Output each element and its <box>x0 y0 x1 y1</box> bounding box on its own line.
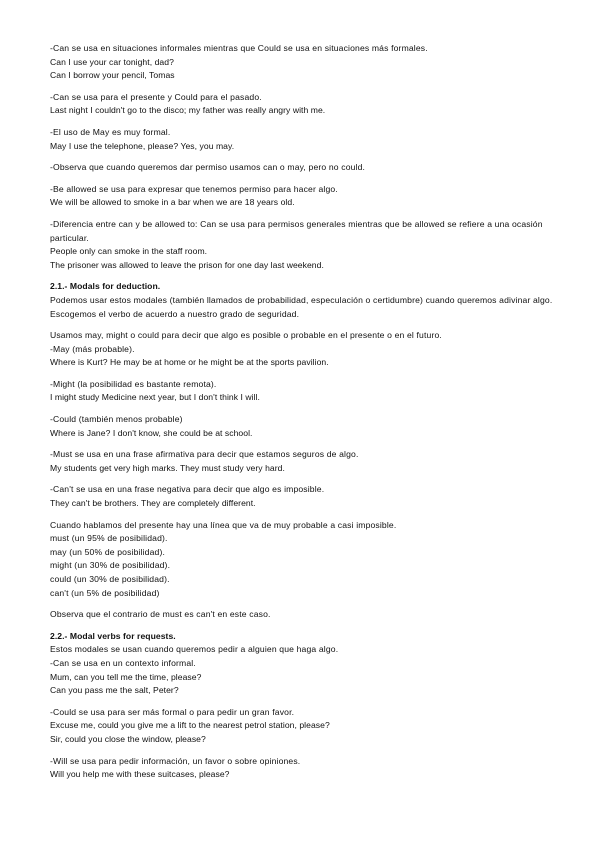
rule-line: -Might (la posibilidad es bastante remota). <box>50 378 217 389</box>
paragraph-be-allowed <box>50 183 570 210</box>
rule-line: Observa que el contrario de must es can't en este caso. <box>50 609 271 620</box>
rule-line: -Diferencia entre can y be allowed to: Can se usa para permisos generales mientras que be allowed se refiere a una ocasión particular. <box>50 218 543 243</box>
example-line: People only can smoke in the staff room. <box>50 246 208 257</box>
paragraph-will-request <box>50 755 570 782</box>
document-page <box>50 42 570 790</box>
probability-item: must (un 95% de posibilidad). <box>50 533 168 544</box>
example-line: May I use the telephone, please? Yes, you may. <box>50 140 235 151</box>
example-line: Last night I couldn't go to the disco; my father was really angry with me. <box>50 105 326 116</box>
example-line: I might study Medicine next year, but I don't think I will. <box>50 392 260 403</box>
rule-line: Cuando hablamos del presente hay una línea que va de muy probable a casi imposible. <box>50 519 397 530</box>
rule-line: Estos modales se usan cuando queremos pedir a alguien que haga algo. <box>50 644 339 655</box>
example-line: Mum, can you tell me the time, please? <box>50 671 202 682</box>
example-line: Excuse me, could you give me a lift to the nearest petrol station, please? <box>50 720 330 731</box>
section-heading: 2.1.- Modals for deduction. <box>50 281 161 292</box>
rule-line: -Could se usa para ser más formal o para pedir un gran favor. <box>50 706 295 717</box>
example-line: Can you pass me the salt, Peter? <box>50 685 179 696</box>
paragraph-must-contrary <box>50 608 570 622</box>
example-line: Will you help me with these suitcases, please? <box>50 769 230 780</box>
rule-line: -Be allowed se usa para expresar que tenemos permiso para hacer algo. <box>50 183 338 194</box>
example-line: Where is Kurt? He may be at home or he might be at the sports pavilion. <box>50 357 329 368</box>
rule-line: Usamos may, might o could para decir que algo es posible o probable en el presente o en el futuro. <box>50 330 442 341</box>
paragraph-can-vs-be-allowed <box>50 218 570 272</box>
section-modals-for-requests <box>50 630 570 698</box>
paragraph-could-request <box>50 706 570 747</box>
paragraph-must <box>50 448 570 475</box>
paragraph-cant <box>50 483 570 510</box>
section-heading: 2.2.- Modal verbs for requests. <box>50 630 176 641</box>
rule-line: -Will se usa para pedir información, un favor o sobre opiniones. <box>50 755 301 766</box>
paragraph-permission-note <box>50 161 570 175</box>
rule-line: -Can se usa para el presente y Could para el pasado. <box>50 91 262 102</box>
paragraph-could <box>50 413 570 440</box>
rule-line: -Can se usa en un contexto informal. <box>50 657 196 668</box>
paragraph-might <box>50 378 570 405</box>
rule-line: -El uso de May es muy formal. <box>50 126 171 137</box>
paragraph-probability-scale <box>50 519 570 601</box>
rule-line: -Can't se usa en una frase negativa para decir que algo es imposible. <box>50 484 325 495</box>
probability-item: may (un 50% de posibilidad). <box>50 546 166 557</box>
example-line: Can I use your car tonight, dad? <box>50 56 174 67</box>
rule-line: -Must se usa en una frase afirmativa para decir que estamos seguros de algo. <box>50 449 359 460</box>
paragraph-can-could-formality <box>50 42 570 83</box>
probability-item: could (un 30% de posibilidad). <box>50 574 170 584</box>
paragraph-may-might-could <box>50 329 570 370</box>
example-line: Sir, could you close the window, please? <box>50 733 206 744</box>
rule-line: -Could (también menos probable) <box>50 414 183 425</box>
paragraph-may-formal <box>50 126 570 153</box>
rule-line: -Can se usa en situaciones informales mientras que Could se usa en situaciones más formales. <box>50 43 428 53</box>
example-line: My students get very high marks. They must study very hard. <box>50 462 285 473</box>
example-line: We will be allowed to smoke in a bar when we are 18 years old. <box>50 197 295 208</box>
rule-line: -May (más probable). <box>50 343 135 354</box>
example-line: The prisoner was allowed to leave the prison for one day last weekend. <box>50 259 324 270</box>
paragraph-can-could-tense <box>50 91 570 118</box>
example-line: Where is Jane? I don't know, she could be at school. <box>50 427 253 438</box>
example-line: They can't be brothers. They are completely different. <box>50 498 256 509</box>
rule-line: -Observa que cuando queremos dar permiso usamos can o may, pero no could. <box>50 162 366 173</box>
section-modals-for-deduction <box>50 280 570 321</box>
example-line: Can I borrow your pencil, Tomas <box>50 70 175 81</box>
probability-item: can't (un 5% de posibilidad) <box>50 587 160 598</box>
probability-item: might (un 30% de posibilidad). <box>50 560 171 571</box>
rule-line: Podemos usar estos modales (también llamados de probabilidad, especulación o certidumbre) cuando queremos adivinar algo. Escogemos el verbo de acuerdo a nuestro grado de seguridad. <box>50 294 553 319</box>
